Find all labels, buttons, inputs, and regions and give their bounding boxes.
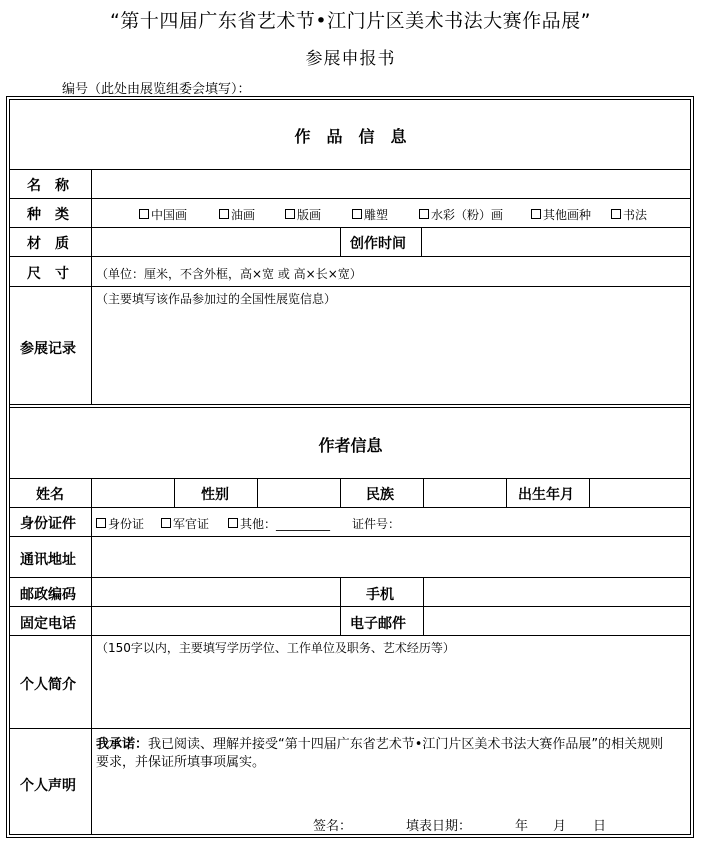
address-label: 通讯地址 [20, 552, 76, 568]
signature-label: 签名： [313, 819, 353, 834]
id-option-label: 军官证 [173, 517, 210, 531]
signature-field[interactable] [352, 810, 400, 832]
ethnicity-field[interactable] [424, 479, 505, 506]
rule [9, 728, 691, 729]
work-type-label: 种 类 [27, 207, 69, 223]
type-option-label: 雕塑 [364, 208, 389, 222]
id-number-field[interactable] [410, 508, 690, 535]
author-name-label: 姓名 [36, 487, 64, 503]
work-info-heading: 作 品 信 息 [294, 127, 407, 146]
type-option-label: 中国画 [151, 208, 188, 222]
rule [9, 404, 691, 405]
mobile-label: 手机 [366, 587, 394, 603]
rule [9, 635, 691, 636]
rule [9, 256, 691, 257]
creation-time-field[interactable] [422, 228, 690, 255]
checkbox[interactable] [139, 209, 149, 219]
type-option-label: 书法 [623, 208, 648, 222]
checkbox[interactable] [419, 209, 429, 219]
declaration-line-1 [96, 733, 663, 752]
exhibit-record-field[interactable] [92, 306, 690, 403]
rule [9, 407, 691, 408]
size-hint: （单位：厘米，不含外框，高×宽 或 高×长×宽） [96, 267, 362, 281]
exhibit-record-label: 参展记录 [20, 341, 76, 357]
phone-label: 固定电话 [20, 616, 76, 632]
declaration-label: 个人声明 [20, 778, 76, 794]
size-label: 尺 寸 [27, 266, 69, 282]
gender-label: 性别 [201, 487, 229, 503]
author-info-heading: 作者信息 [318, 436, 383, 455]
type-option-other[interactable] [531, 206, 591, 223]
checkbox[interactable] [96, 518, 106, 528]
declaration-line-2: 要求，并保证所填事项属实。 [96, 755, 266, 770]
date-month: 月 [553, 819, 567, 834]
id-other-blank: _________ [276, 517, 331, 531]
bio-field[interactable] [92, 655, 690, 727]
birth-date-field[interactable] [590, 479, 690, 506]
declaration-lead: 我承诺： [96, 737, 149, 752]
phone-field[interactable] [92, 607, 339, 634]
address-field[interactable] [92, 537, 690, 576]
bio-hint: （150字以内，主要填写学历学位、工作单位及职务、艺术经历等） [96, 641, 455, 655]
type-option-calligraphy[interactable] [611, 206, 647, 223]
type-option-label: 其他画种 [543, 208, 592, 222]
checkbox[interactable] [161, 518, 171, 528]
id-option-label: 身份证 [108, 517, 145, 531]
checkbox[interactable] [531, 209, 541, 219]
rule [9, 286, 691, 287]
email-field[interactable] [424, 607, 690, 634]
checkbox[interactable] [228, 518, 238, 528]
type-option-label: 版画 [297, 208, 322, 222]
rule [340, 577, 341, 635]
date-day: 日 [593, 819, 607, 834]
form-subtitle: 参展申报书 [305, 49, 396, 69]
rule [9, 198, 691, 199]
type-option-sculpture[interactable] [352, 206, 388, 223]
type-option-label: 水彩（粉）画 [431, 208, 504, 222]
rule [174, 478, 175, 507]
fill-date-label: 填表日期： [406, 819, 472, 834]
checkbox[interactable] [611, 209, 621, 219]
form-title: “第十四届广东省艺术节•江门片区美术书法大赛作品展” [110, 10, 591, 32]
id-number-label: 证件号： [352, 517, 401, 531]
bio-label: 个人简介 [20, 677, 76, 693]
rule [506, 478, 507, 507]
type-option-chinese-painting[interactable] [139, 206, 187, 223]
work-name-label: 名 称 [27, 178, 69, 194]
rule [340, 478, 341, 507]
checkbox[interactable] [352, 209, 362, 219]
postcode-field[interactable] [92, 578, 339, 605]
id-option-officer-card[interactable] [161, 515, 209, 532]
id-option-id-card[interactable] [96, 515, 144, 532]
birth-date-label: 出生年月 [518, 487, 574, 503]
email-label: 电子邮件 [350, 616, 406, 632]
mobile-field[interactable] [424, 578, 690, 605]
serial-number-note: 编号（此处由展览组委会填写）： [62, 82, 251, 97]
work-name-field[interactable] [92, 170, 690, 197]
type-option-label: 油画 [231, 208, 256, 222]
exhibit-record-hint: （主要填写该作品参加过的全国性展览信息） [96, 292, 337, 306]
id-option-label: 其他： [240, 517, 277, 531]
gender-field[interactable] [258, 479, 339, 506]
rule [340, 227, 341, 256]
checkbox[interactable] [219, 209, 229, 219]
creation-time-label: 创作时间 [350, 236, 406, 252]
ethnicity-label: 民族 [366, 487, 394, 503]
material-label: 材 质 [27, 236, 69, 252]
checkbox[interactable] [285, 209, 295, 219]
postcode-label: 邮政编码 [20, 587, 76, 603]
id-option-other[interactable] [228, 515, 330, 532]
id-document-label: 身份证件 [20, 516, 76, 532]
declaration-text: 我已阅读、理解并接受“第十四届广东省艺术节•江门片区美术书法大赛作品展”的相关规则 [148, 737, 664, 752]
type-option-printmaking[interactable] [285, 206, 321, 223]
date-year: 年 [515, 819, 529, 834]
author-name-field[interactable] [92, 479, 173, 506]
material-field[interactable] [92, 228, 339, 255]
type-option-oil-painting[interactable] [219, 206, 255, 223]
type-option-watercolor[interactable] [419, 206, 503, 223]
